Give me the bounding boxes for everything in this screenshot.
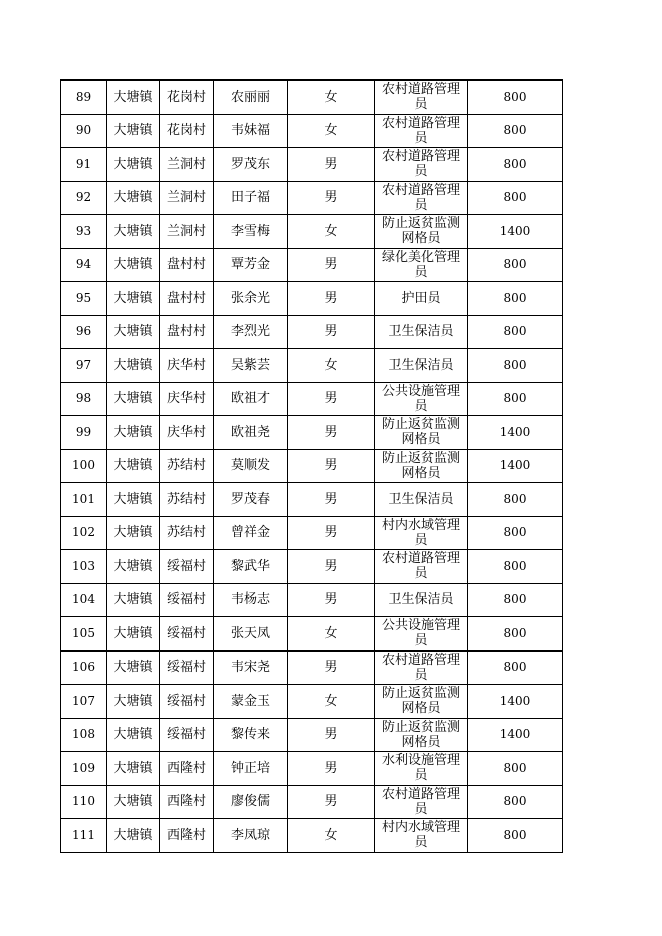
subsidy-cell: 800 — [468, 819, 563, 853]
position-line: 员 — [414, 130, 428, 146]
position-cell — [375, 80, 468, 114]
position-line: 卫生保洁员 — [388, 491, 454, 507]
village-cell: 绥福村 — [160, 583, 214, 617]
position-line: 员 — [414, 633, 428, 649]
position-line: 护田员 — [401, 290, 441, 306]
position-cell — [375, 819, 468, 853]
town-cell: 大塘镇 — [107, 114, 160, 148]
name-cell: 张余光 — [214, 282, 288, 316]
town-cell: 大塘镇 — [107, 516, 160, 550]
position-line: 员 — [414, 801, 428, 817]
position-line: 农村道路管理 — [381, 652, 460, 668]
name-cell: 黎传来 — [214, 718, 288, 752]
village-cell: 盘村村 — [160, 248, 214, 282]
row-number-cell: 109 — [61, 752, 107, 786]
gender-cell: 男 — [288, 416, 375, 450]
name-cell: 罗茂东 — [214, 148, 288, 182]
position-line: 农村道路管理 — [381, 182, 460, 198]
subsidy-cell: 800 — [468, 583, 563, 617]
subsidy-cell: 800 — [468, 785, 563, 819]
town-cell: 大塘镇 — [107, 617, 160, 651]
position-cell — [375, 416, 468, 450]
name-cell: 李雪梅 — [214, 215, 288, 249]
position-cell — [375, 181, 468, 215]
name-cell: 张天凤 — [214, 617, 288, 651]
position-cell — [375, 282, 468, 316]
position-line: 防止返贫监测 — [381, 450, 460, 466]
village-cell: 兰洞村 — [160, 215, 214, 249]
name-cell: 钟正培 — [214, 752, 288, 786]
table-row — [61, 516, 563, 550]
position-line: 员 — [414, 197, 428, 213]
position-line: 员 — [414, 97, 428, 113]
row-number-cell: 94 — [61, 248, 107, 282]
position-line: 村内水域管理 — [381, 517, 460, 533]
table-row — [61, 215, 563, 249]
town-cell: 大塘镇 — [107, 80, 160, 114]
position-line: 员 — [414, 264, 428, 280]
table-row — [61, 819, 563, 853]
town-cell: 大塘镇 — [107, 416, 160, 450]
gender-cell: 男 — [288, 449, 375, 483]
village-cell: 绥福村 — [160, 685, 214, 719]
gender-cell: 男 — [288, 785, 375, 819]
position-cell — [375, 516, 468, 550]
position-line: 农村道路管理 — [381, 786, 460, 802]
table-row — [61, 248, 563, 282]
town-cell: 大塘镇 — [107, 819, 160, 853]
position-cell — [375, 315, 468, 349]
town-cell: 大塘镇 — [107, 382, 160, 416]
town-cell: 大塘镇 — [107, 215, 160, 249]
row-number-cell: 110 — [61, 785, 107, 819]
row-number-cell: 89 — [61, 80, 107, 114]
village-cell: 绥福村 — [160, 617, 214, 651]
gender-cell: 男 — [288, 248, 375, 282]
row-number-cell: 106 — [61, 651, 107, 685]
position-cell — [375, 651, 468, 685]
table-row — [61, 349, 563, 383]
subsidy-cell: 800 — [468, 349, 563, 383]
name-cell: 曾祥金 — [214, 516, 288, 550]
staff-table-body — [61, 80, 563, 852]
row-number-cell: 97 — [61, 349, 107, 383]
position-line: 村内水域管理 — [381, 820, 460, 836]
gender-cell: 女 — [288, 349, 375, 383]
gender-cell: 男 — [288, 148, 375, 182]
subsidy-cell: 1400 — [468, 449, 563, 483]
name-cell: 农丽丽 — [214, 80, 288, 114]
subsidy-cell: 1400 — [468, 718, 563, 752]
name-cell: 李凤琼 — [214, 819, 288, 853]
table-row — [61, 752, 563, 786]
town-cell: 大塘镇 — [107, 685, 160, 719]
gender-cell: 女 — [288, 685, 375, 719]
table-row — [61, 80, 563, 114]
name-cell: 罗茂春 — [214, 483, 288, 517]
row-number-cell: 100 — [61, 449, 107, 483]
village-cell: 花岗村 — [160, 80, 214, 114]
town-cell: 大塘镇 — [107, 718, 160, 752]
gender-cell: 男 — [288, 282, 375, 316]
name-cell: 廖俊儒 — [214, 785, 288, 819]
name-cell: 吴紫芸 — [214, 349, 288, 383]
subsidy-cell: 800 — [468, 315, 563, 349]
name-cell: 李烈光 — [214, 315, 288, 349]
subsidy-cell: 800 — [468, 114, 563, 148]
staff-table — [60, 79, 563, 853]
town-cell: 大塘镇 — [107, 248, 160, 282]
position-line: 农村道路管理 — [381, 82, 460, 98]
position-line: 农村道路管理 — [381, 115, 460, 131]
village-cell: 苏结村 — [160, 449, 214, 483]
position-cell — [375, 752, 468, 786]
table-row — [61, 483, 563, 517]
position-line: 员 — [414, 566, 428, 582]
town-cell: 大塘镇 — [107, 583, 160, 617]
name-cell: 覃芳金 — [214, 248, 288, 282]
town-cell: 大塘镇 — [107, 315, 160, 349]
table-row — [61, 148, 563, 182]
table-row — [61, 685, 563, 719]
position-cell — [375, 785, 468, 819]
position-line: 公共设施管理 — [381, 618, 460, 634]
table-row — [61, 550, 563, 584]
position-cell — [375, 550, 468, 584]
position-cell — [375, 685, 468, 719]
position-line: 农村道路管理 — [381, 149, 460, 165]
subsidy-cell: 800 — [468, 148, 563, 182]
subsidy-cell: 800 — [468, 248, 563, 282]
position-line: 员 — [414, 835, 428, 851]
town-cell: 大塘镇 — [107, 349, 160, 383]
row-number-cell: 101 — [61, 483, 107, 517]
row-number-cell: 111 — [61, 819, 107, 853]
subsidy-cell: 800 — [468, 382, 563, 416]
position-line: 网格员 — [401, 701, 441, 717]
table-row — [61, 416, 563, 450]
town-cell: 大塘镇 — [107, 449, 160, 483]
row-number-cell: 102 — [61, 516, 107, 550]
table-row — [61, 114, 563, 148]
name-cell: 欧祖尧 — [214, 416, 288, 450]
gender-cell: 女 — [288, 114, 375, 148]
table-row — [61, 651, 563, 685]
village-cell: 庆华村 — [160, 382, 214, 416]
table-row — [61, 583, 563, 617]
gender-cell: 女 — [288, 80, 375, 114]
gender-cell: 男 — [288, 583, 375, 617]
position-line: 员 — [414, 768, 428, 784]
table-row — [61, 785, 563, 819]
position-line: 卫生保洁员 — [388, 324, 454, 340]
position-cell — [375, 617, 468, 651]
subsidy-cell: 1400 — [468, 416, 563, 450]
town-cell: 大塘镇 — [107, 651, 160, 685]
subsidy-cell: 800 — [468, 181, 563, 215]
town-cell: 大塘镇 — [107, 752, 160, 786]
village-cell: 绥福村 — [160, 718, 214, 752]
name-cell: 蒙金玉 — [214, 685, 288, 719]
table-row — [61, 449, 563, 483]
position-cell — [375, 583, 468, 617]
row-number-cell: 99 — [61, 416, 107, 450]
village-cell: 苏结村 — [160, 516, 214, 550]
name-cell: 黎武华 — [214, 550, 288, 584]
position-cell — [375, 382, 468, 416]
position-line: 网格员 — [401, 432, 441, 448]
row-number-cell: 95 — [61, 282, 107, 316]
village-cell: 庆华村 — [160, 349, 214, 383]
subsidy-cell: 800 — [468, 550, 563, 584]
position-line: 网格员 — [401, 231, 441, 247]
position-line: 卫生保洁员 — [388, 592, 454, 608]
table-row — [61, 718, 563, 752]
gender-cell: 男 — [288, 315, 375, 349]
gender-cell: 女 — [288, 819, 375, 853]
position-line: 防止返贫监测 — [381, 417, 460, 433]
position-cell — [375, 349, 468, 383]
village-cell: 绥福村 — [160, 550, 214, 584]
gender-cell: 男 — [288, 550, 375, 584]
subsidy-cell: 800 — [468, 516, 563, 550]
position-cell — [375, 248, 468, 282]
village-cell: 花岗村 — [160, 114, 214, 148]
table-row — [61, 181, 563, 215]
town-cell: 大塘镇 — [107, 483, 160, 517]
position-line: 网格员 — [401, 465, 441, 481]
gender-cell: 男 — [288, 181, 375, 215]
subsidy-cell: 1400 — [468, 215, 563, 249]
position-line: 卫生保洁员 — [388, 357, 454, 373]
village-cell: 绥福村 — [160, 651, 214, 685]
village-cell: 庆华村 — [160, 416, 214, 450]
table-row — [61, 282, 563, 316]
row-number-cell: 108 — [61, 718, 107, 752]
village-cell: 兰洞村 — [160, 148, 214, 182]
village-cell: 盘村村 — [160, 315, 214, 349]
subsidy-cell: 800 — [468, 282, 563, 316]
row-number-cell: 91 — [61, 148, 107, 182]
position-cell — [375, 215, 468, 249]
name-cell: 韦妹福 — [214, 114, 288, 148]
row-number-cell: 96 — [61, 315, 107, 349]
row-number-cell: 93 — [61, 215, 107, 249]
town-cell: 大塘镇 — [107, 282, 160, 316]
row-number-cell: 107 — [61, 685, 107, 719]
position-line: 水利设施管理 — [381, 753, 460, 769]
position-cell — [375, 718, 468, 752]
position-line: 绿化美化管理 — [381, 249, 460, 265]
village-cell: 盘村村 — [160, 282, 214, 316]
position-line: 员 — [414, 164, 428, 180]
table-row — [61, 315, 563, 349]
row-number-cell: 105 — [61, 617, 107, 651]
subsidy-cell: 800 — [468, 80, 563, 114]
village-cell: 苏结村 — [160, 483, 214, 517]
subsidy-cell: 800 — [468, 483, 563, 517]
row-number-cell: 92 — [61, 181, 107, 215]
row-number-cell: 104 — [61, 583, 107, 617]
gender-cell: 男 — [288, 382, 375, 416]
village-cell: 兰洞村 — [160, 181, 214, 215]
table-row — [61, 617, 563, 651]
row-number-cell: 103 — [61, 550, 107, 584]
row-number-cell: 98 — [61, 382, 107, 416]
town-cell: 大塘镇 — [107, 148, 160, 182]
position-cell — [375, 483, 468, 517]
row-number-cell: 90 — [61, 114, 107, 148]
position-cell — [375, 449, 468, 483]
position-cell — [375, 148, 468, 182]
subsidy-cell: 1400 — [468, 685, 563, 719]
village-cell: 西隆村 — [160, 752, 214, 786]
position-line: 公共设施管理 — [381, 383, 460, 399]
name-cell: 田子福 — [214, 181, 288, 215]
gender-cell: 女 — [288, 617, 375, 651]
position-line: 员 — [414, 667, 428, 683]
subsidy-cell: 800 — [468, 752, 563, 786]
town-cell: 大塘镇 — [107, 785, 160, 819]
subsidy-cell: 800 — [468, 617, 563, 651]
subsidy-cell: 800 — [468, 651, 563, 685]
gender-cell: 男 — [288, 752, 375, 786]
town-cell: 大塘镇 — [107, 181, 160, 215]
position-line: 防止返贫监测 — [381, 719, 460, 735]
position-line: 网格员 — [401, 734, 441, 750]
position-line: 员 — [414, 398, 428, 414]
gender-cell: 男 — [288, 516, 375, 550]
town-cell: 大塘镇 — [107, 550, 160, 584]
position-line: 农村道路管理 — [381, 551, 460, 567]
gender-cell: 女 — [288, 215, 375, 249]
position-line: 防止返贫监测 — [381, 216, 460, 232]
position-line: 员 — [414, 532, 428, 548]
name-cell: 韦杨志 — [214, 583, 288, 617]
position-line: 防止返贫监测 — [381, 686, 460, 702]
village-cell: 西隆村 — [160, 785, 214, 819]
table-row — [61, 382, 563, 416]
gender-cell: 男 — [288, 718, 375, 752]
name-cell: 欧祖才 — [214, 382, 288, 416]
position-cell — [375, 114, 468, 148]
village-cell: 西隆村 — [160, 819, 214, 853]
gender-cell: 男 — [288, 483, 375, 517]
gender-cell: 男 — [288, 651, 375, 685]
name-cell: 莫顺发 — [214, 449, 288, 483]
name-cell: 韦宋尧 — [214, 651, 288, 685]
